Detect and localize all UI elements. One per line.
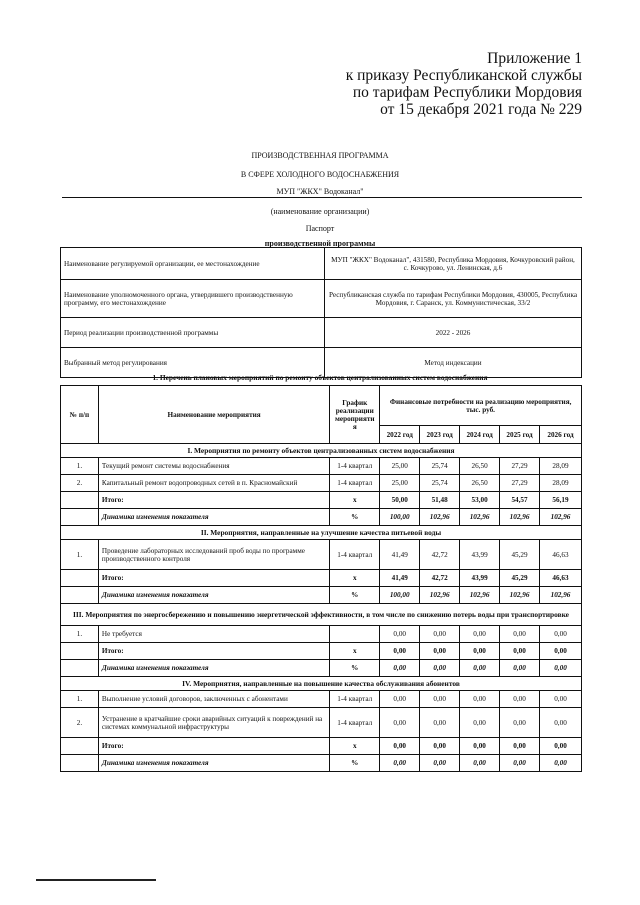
passport-row (61, 318, 582, 348)
empty-cell (61, 587, 99, 604)
section-title-row (61, 526, 582, 540)
total-value: 50,00 (380, 492, 420, 509)
table-row (61, 475, 582, 492)
passport-label: Наименование регулируемой организации, ее местонахождение (61, 248, 325, 280)
finance-value: 43,99 (460, 540, 500, 570)
empty-cell (61, 660, 99, 677)
finance-value: 0,00 (420, 708, 460, 738)
year-header: 2026 год (540, 426, 582, 444)
dynamics-value: 0,00 (460, 755, 500, 772)
dynamics-value: 0,00 (540, 755, 582, 772)
finance-value: 0,00 (500, 626, 540, 643)
total-value: 0,00 (380, 738, 420, 755)
passport-value: 2022 - 2026 (325, 318, 582, 348)
row-number: 1. (61, 458, 99, 475)
total-value: 0,00 (540, 738, 582, 755)
section-title: IV. Мероприятия, направленные на повышение качества обслуживания абонентов (61, 677, 582, 691)
finance-value: 26,50 (460, 458, 500, 475)
finance-value: 0,00 (460, 708, 500, 738)
col-finance-header: Финансовые потребности на реализацию мероприятия, тыс. руб. (380, 386, 582, 426)
measure-schedule: 1-4 квартал (330, 691, 380, 708)
finance-value: 0,00 (380, 626, 420, 643)
measure-schedule (330, 626, 380, 643)
dynamics-row (61, 660, 582, 677)
empty-cell (61, 509, 99, 526)
dynamics-unit: % (330, 587, 380, 604)
total-label: Итого: (98, 643, 329, 660)
dynamics-value: 0,00 (420, 755, 460, 772)
total-value: 54,57 (500, 492, 540, 509)
finance-value: 42,72 (420, 540, 460, 570)
finance-value: 0,00 (500, 708, 540, 738)
finance-value: 25,74 (420, 458, 460, 475)
finance-value: 25,00 (380, 458, 420, 475)
total-value: 42,72 (420, 570, 460, 587)
col-num-header: № п/п (61, 386, 99, 444)
table-row (61, 691, 582, 708)
total-value: 0,00 (460, 643, 500, 660)
measure-name: Проведение лабораторных исследований проб воды по программе производственного контроля (98, 540, 329, 570)
total-value: 0,00 (540, 643, 582, 660)
finance-value: 0,00 (380, 691, 420, 708)
finance-value: 0,00 (540, 708, 582, 738)
empty-cell (61, 643, 99, 660)
total-row (61, 738, 582, 755)
measure-schedule: 1-4 квартал (330, 708, 380, 738)
dynamics-row (61, 587, 582, 604)
year-header: 2023 год (420, 426, 460, 444)
row-number: 2. (61, 475, 99, 492)
dynamics-value: 100,00 (380, 509, 420, 526)
dynamics-value: 0,00 (380, 755, 420, 772)
dynamics-row (61, 755, 582, 772)
table-row (61, 708, 582, 738)
dynamics-value: 102,96 (540, 587, 582, 604)
table-row (61, 540, 582, 570)
section-title-row (61, 677, 582, 691)
total-label: Итого: (98, 738, 329, 755)
measure-name: Выполнение условий договоров, заключенных с абонентами (98, 691, 329, 708)
total-value: 0,00 (500, 738, 540, 755)
total-row (61, 492, 582, 509)
organization-caption: (наименование организации) (270, 207, 370, 216)
year-header: 2025 год (500, 426, 540, 444)
row-number: 1. (61, 691, 99, 708)
organization-name: МУП "ЖКХ" Водоканал" (276, 187, 364, 196)
passport-title: Паспорт (305, 224, 335, 233)
total-label: Итого: (98, 570, 329, 587)
finance-value: 45,29 (500, 540, 540, 570)
table-title: 1. Перечень плановых мероприятий по ремонту объектов централизованных систем водоснабжения (152, 373, 488, 382)
section-title: I. Мероприятия по ремонту объектов централизованных систем водоснабжения (61, 444, 582, 458)
dynamics-row (61, 509, 582, 526)
finance-value: 25,74 (420, 475, 460, 492)
finance-value: 0,00 (460, 691, 500, 708)
col-schedule-header: График реализации мероприяти я (330, 386, 380, 444)
finance-value: 28,09 (540, 475, 582, 492)
dynamics-value: 102,96 (420, 587, 460, 604)
passport-value: Метод индексации (325, 348, 582, 378)
passport-label: Наименование уполномоченного органа, утвердившего производственную программу, его местонахождение (61, 280, 325, 318)
col-name-header: Наименование мероприятия (98, 386, 329, 444)
measure-schedule: 1-4 квартал (330, 540, 380, 570)
finance-value: 27,29 (500, 458, 540, 475)
total-value: 53,00 (460, 492, 500, 509)
table-row (61, 458, 582, 475)
section-title-row (61, 444, 582, 458)
finance-value: 0,00 (380, 708, 420, 738)
total-label: Итого: (98, 492, 329, 509)
year-header: 2022 год (380, 426, 420, 444)
total-value: 0,00 (500, 643, 540, 660)
empty-cell (61, 570, 99, 587)
total-unit: х (330, 492, 380, 509)
total-value: 0,00 (460, 738, 500, 755)
appendix-line: Приложение 1 (487, 50, 582, 67)
dynamics-value: 102,96 (460, 509, 500, 526)
measure-name: Не требуется (98, 626, 329, 643)
section-title: II. Мероприятия, направленные на улучшение качества питьевой воды (61, 526, 582, 540)
dynamics-label: Динамика изменения показателя (98, 587, 329, 604)
appendix-line: к приказу Республиканской службы (345, 67, 582, 84)
dynamics-label: Динамика изменения показателя (98, 755, 329, 772)
total-value: 0,00 (420, 738, 460, 755)
underline (62, 197, 582, 198)
finance-value: 0,00 (540, 626, 582, 643)
total-value: 51,48 (420, 492, 460, 509)
measure-name: Текущий ремонт системы водоснабжения (98, 458, 329, 475)
dynamics-value: 102,96 (460, 587, 500, 604)
dynamics-label: Динамика изменения показателя (98, 509, 329, 526)
total-value: 43,99 (460, 570, 500, 587)
finance-value: 0,00 (540, 691, 582, 708)
finance-value: 28,09 (540, 458, 582, 475)
dynamics-value: 0,00 (500, 660, 540, 677)
dynamics-value: 0,00 (540, 660, 582, 677)
year-header: 2024 год (460, 426, 500, 444)
finance-value: 0,00 (420, 691, 460, 708)
finance-value: 46,63 (540, 540, 582, 570)
dynamics-value: 102,96 (540, 509, 582, 526)
dynamics-unit: % (330, 509, 380, 526)
measure-schedule: 1-4 квартал (330, 475, 380, 492)
finance-value: 0,00 (420, 626, 460, 643)
table-row (61, 626, 582, 643)
row-number: 2. (61, 708, 99, 738)
passport-row (61, 248, 582, 280)
section-title: III. Мероприятия по энергосбережению и повышению энергетической эффективности, в том числе по снижению потерь воды при транспортировке (61, 604, 582, 626)
passport-value: МУП "ЖКХ" Водоканал", 431580, Республика Мордовия, Кочкуровский район, с. Кочкурово, ул. Ленинская, д.6 (325, 248, 582, 280)
dynamics-unit: % (330, 755, 380, 772)
measure-name: Капитальный ремонт водопроводных сетей в п. Красномайский (98, 475, 329, 492)
dynamics-value: 0,00 (380, 660, 420, 677)
measure-name: Устранение в кратчайшие сроки аварийных ситуаций к повреждений на системах коммунальной инфраструктуры (98, 708, 329, 738)
passport-table (60, 247, 582, 378)
dynamics-value: 0,00 (420, 660, 460, 677)
total-value: 0,00 (380, 643, 420, 660)
finance-value: 25,00 (380, 475, 420, 492)
finance-value: 26,50 (460, 475, 500, 492)
passport-value: Республиканская служба по тарифам Республики Мордовия, 430005, Республика Мордовия, г. Саранск, ул. Коммунистическая, 33/2 (325, 280, 582, 318)
appendix-block (346, 50, 582, 118)
dynamics-value: 0,00 (460, 660, 500, 677)
passport-row (61, 280, 582, 318)
dynamics-label: Динамика изменения показателя (98, 660, 329, 677)
empty-cell (61, 738, 99, 755)
measure-schedule: 1-4 квартал (330, 458, 380, 475)
dynamics-value: 102,96 (500, 509, 540, 526)
finance-value: 0,00 (460, 626, 500, 643)
program-subtitle: В СФЕРЕ ХОЛОДНОГО ВОДОСНАБЖЕНИЯ (240, 170, 400, 179)
total-unit: х (330, 570, 380, 587)
passport-label: Период реализации производственной программы (61, 318, 325, 348)
dynamics-value: 102,96 (500, 587, 540, 604)
scan-artifact-line (36, 879, 156, 881)
total-row (61, 643, 582, 660)
total-value: 41,49 (380, 570, 420, 587)
finance-value: 41,49 (380, 540, 420, 570)
measures-table (60, 385, 582, 772)
finance-value: 0,00 (500, 691, 540, 708)
dynamics-value: 100,00 (380, 587, 420, 604)
total-value: 56,19 (540, 492, 582, 509)
total-row (61, 570, 582, 587)
finance-value: 27,29 (500, 475, 540, 492)
passport-label: Выбранный метод регулирования (61, 348, 325, 378)
total-unit: х (330, 738, 380, 755)
dynamics-unit: % (330, 660, 380, 677)
appendix-line: от 15 декабря 2021 года № 229 (380, 101, 582, 118)
total-value: 0,00 (420, 643, 460, 660)
empty-cell (61, 755, 99, 772)
row-number: 1. (61, 626, 99, 643)
total-unit: х (330, 643, 380, 660)
row-number: 1. (61, 540, 99, 570)
appendix-line: по тарифам Республики Мордовия (352, 84, 582, 101)
dynamics-value: 0,00 (500, 755, 540, 772)
program-title: ПРОИЗВОДСТВЕННАЯ ПРОГРАММА (251, 151, 389, 160)
total-value: 46,63 (540, 570, 582, 587)
total-value: 45,29 (500, 570, 540, 587)
section-title-row (61, 604, 582, 626)
dynamics-value: 102,96 (420, 509, 460, 526)
empty-cell (61, 492, 99, 509)
passport-subtitle: производственной программы (264, 239, 376, 248)
